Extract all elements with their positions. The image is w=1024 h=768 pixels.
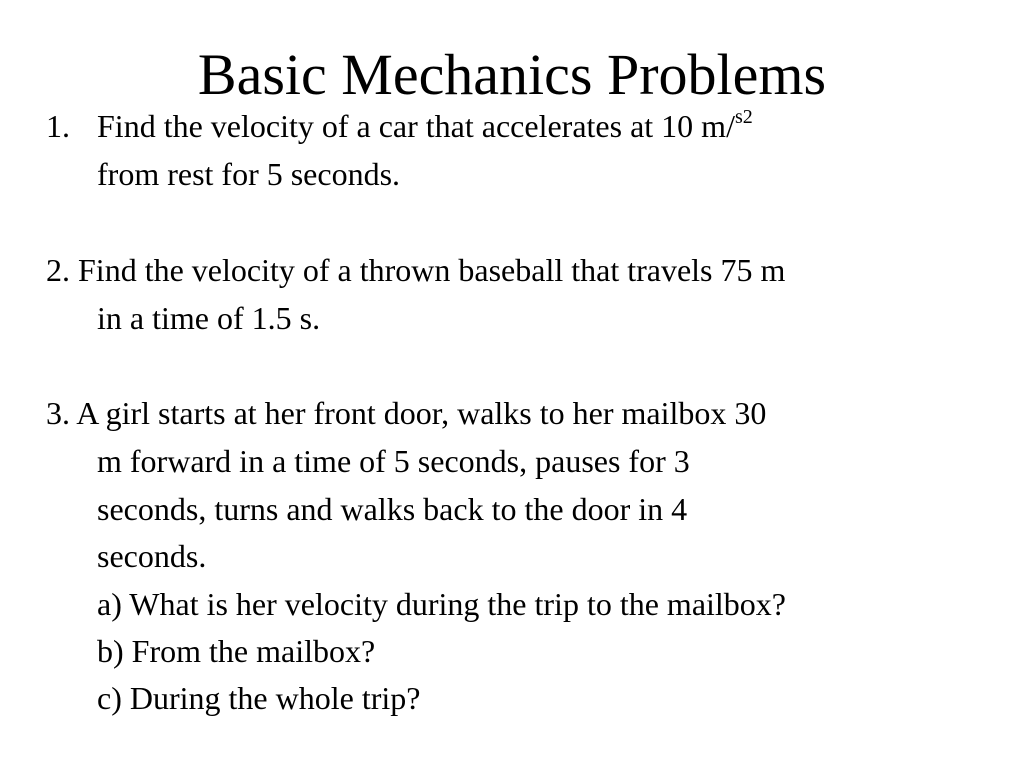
- problem-3-line-2: m forward in a time of 5 seconds, pauses for 3: [97, 443, 690, 479]
- problem-1-line-1-text: Find the velocity of a car that accelerates at 10 m/: [97, 108, 735, 144]
- slide-title: Basic Mechanics Problems: [197, 42, 827, 107]
- problem-1-line-1: [97, 106, 753, 151]
- problem-3-part-b: b) From the mailbox?: [97, 633, 376, 669]
- acceleration-unit-superscript: s2: [734, 106, 753, 128]
- problem-2-line-2: in a time of 1.5 s.: [97, 300, 321, 336]
- problem-3-line-1: 3. A girl starts at her front door, walks to her mailbox 30: [46, 395, 767, 431]
- problem-2-line-1: 2. Find the velocity of a thrown baseball that travels 75 m: [46, 252, 786, 288]
- problem-3-line-4: seconds.: [97, 538, 207, 574]
- problem-3-line-3: seconds, turns and walks back to the door in 4: [97, 491, 688, 527]
- problem-1-line-2: from rest for 5 seconds.: [97, 156, 401, 192]
- problem-1-number: 1.: [46, 108, 70, 144]
- problem-3-part-c: c) During the whole trip?: [97, 680, 421, 716]
- problem-3-part-a: a) What is her velocity during the trip to the mailbox?: [97, 586, 786, 622]
